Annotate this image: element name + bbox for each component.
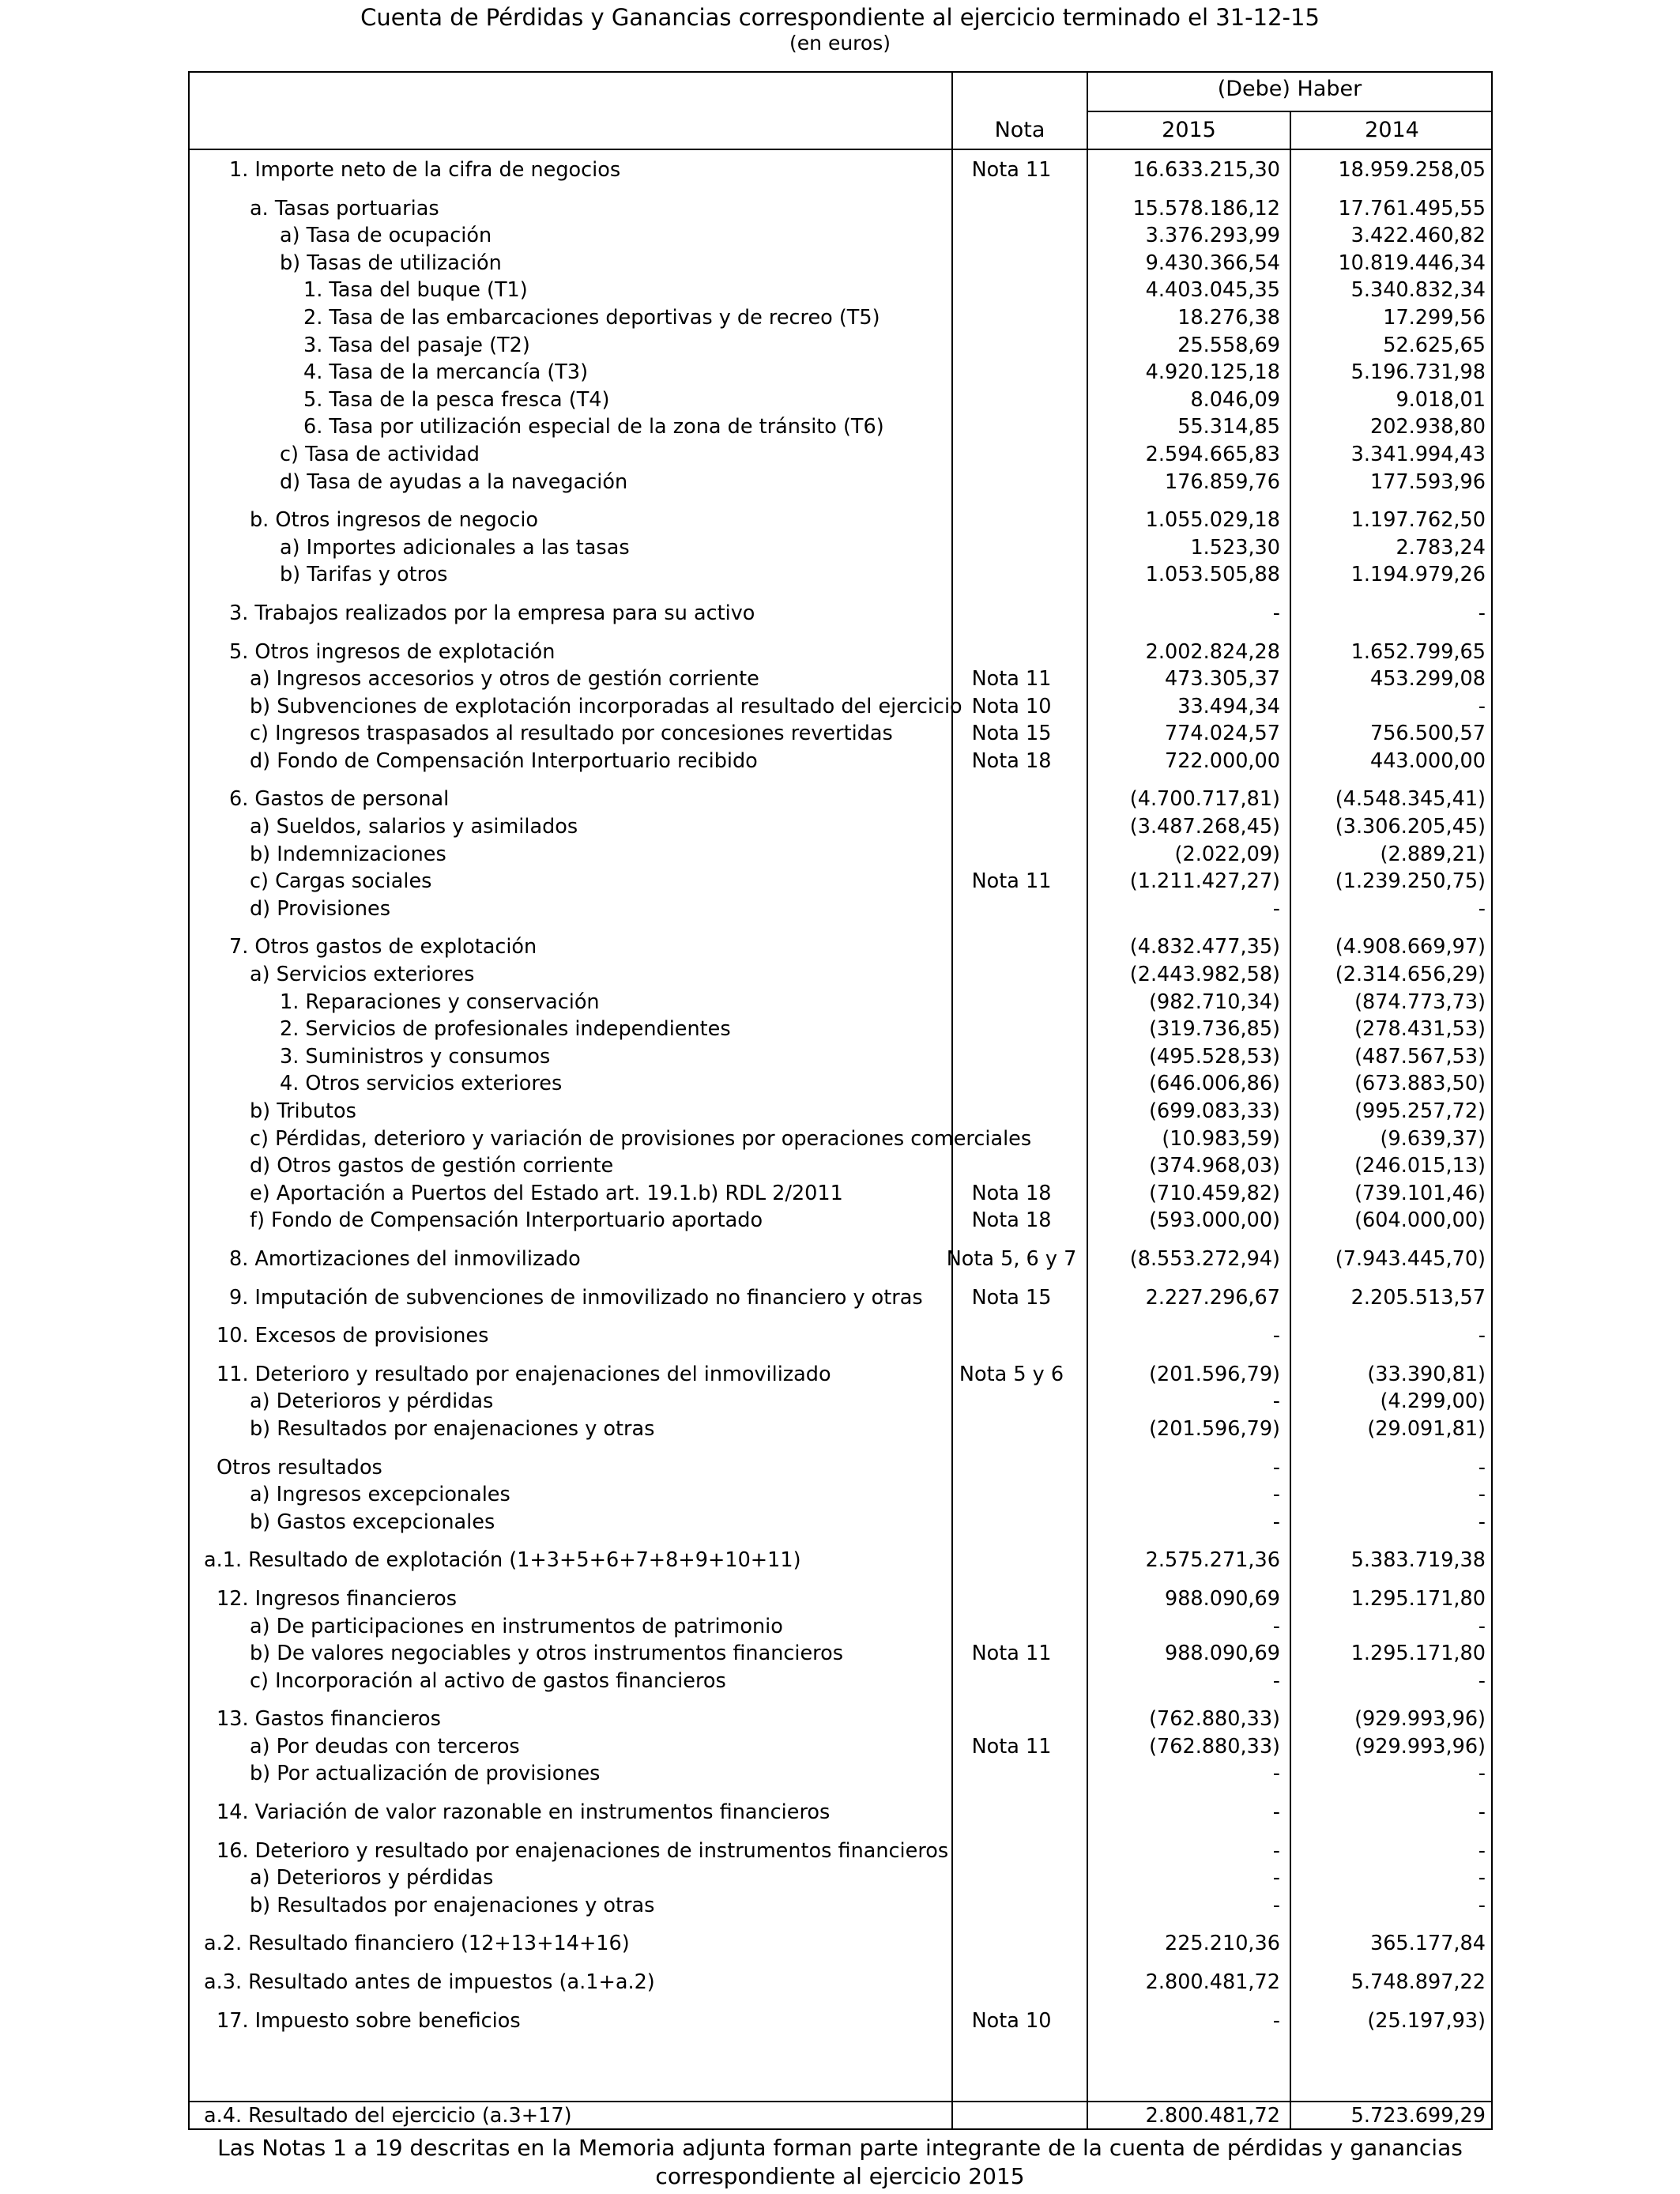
table-row — [190, 1864, 1491, 1892]
row-value-2015: (2.443.982,58) — [1129, 963, 1280, 987]
table-row — [190, 1388, 1491, 1416]
row-label: 1. Tasa del buque (T1) — [303, 278, 528, 303]
row-value-2015: 722.000,00 — [1164, 748, 1280, 773]
total-label: a.4. Resultado del ejercicio (a.3+17) — [204, 2104, 572, 2128]
row-value-2015: - — [1272, 1614, 1280, 1638]
row-value-2015: (319.736,85) — [1149, 1017, 1280, 1042]
row-label: 1. Reparaciones y conservación — [280, 990, 600, 1014]
row-spacer — [190, 1273, 1491, 1284]
footer-note — [0, 2134, 1680, 2191]
row-nota: Nota 11 — [971, 869, 1052, 894]
row-spacer — [190, 1919, 1491, 1930]
table-row — [190, 813, 1491, 841]
row-value-2014: - — [1478, 1455, 1486, 1480]
row-value-2015: 2.002.824,28 — [1145, 639, 1280, 664]
row-value-2014: 2.205.513,57 — [1350, 1285, 1486, 1310]
row-value-2015: 4.920.125,18 — [1145, 360, 1280, 385]
row-value-2014: 5.340.832,34 — [1350, 278, 1486, 303]
row-value-2014: 1.197.762,50 — [1350, 508, 1486, 533]
row-spacer — [190, 1350, 1491, 1361]
row-value-2015: (982.710,34) — [1149, 990, 1280, 1014]
header-bottom-rule — [188, 149, 1493, 150]
table-row — [190, 1585, 1491, 1613]
table-row — [190, 441, 1491, 469]
table-row — [190, 1706, 1491, 1733]
row-value-2015: 2.227.296,67 — [1145, 1285, 1280, 1310]
row-label: 9. Imputación de subvenciones de inmovilizado no financiero y otras — [229, 1285, 923, 1310]
row-label: b) De valores negociables y otros instrumentos financieros — [250, 1642, 843, 1666]
table-body — [190, 156, 1491, 2034]
table-row — [190, 1733, 1491, 1761]
table-row — [190, 1284, 1491, 1312]
row-value-2015: (495.528,53) — [1149, 1044, 1280, 1069]
row-label: c) Tasa de actividad — [280, 442, 480, 466]
table-row — [190, 156, 1491, 184]
row-value-2014: (929.993,96) — [1354, 1734, 1486, 1759]
row-label: 10. Excesos de provisiones — [217, 1324, 489, 1348]
row-value-2014: 443.000,00 — [1369, 748, 1486, 773]
table-row — [190, 359, 1491, 386]
row-value-2014: - — [1478, 694, 1486, 718]
row-value-2014: - — [1478, 1762, 1486, 1786]
row-spacer — [190, 775, 1491, 786]
table-row — [190, 1416, 1491, 1443]
row-value-2014: 1.652.799,65 — [1350, 639, 1486, 664]
row-value-2015: (699.083,33) — [1149, 1099, 1280, 1123]
row-label: a.2. Resultado financiero (12+13+14+16) — [204, 1932, 630, 1956]
header-debe-haber: (Debe) Haber — [1217, 77, 1362, 101]
row-label: 6. Gastos de personal — [229, 787, 450, 812]
row-spacer — [190, 922, 1491, 933]
row-value-2015: - — [1272, 1668, 1280, 1693]
row-value-2014: - — [1478, 1668, 1486, 1693]
row-value-2015: (1.211.427,27) — [1129, 869, 1280, 894]
row-value-2014: (246.015,13) — [1354, 1154, 1486, 1178]
row-label: d) Tasa de ayudas a la navegación — [280, 469, 628, 494]
table-row — [190, 332, 1491, 360]
row-value-2014: (3.306.205,45) — [1335, 815, 1486, 839]
row-label: b) Gastos excepcionales — [250, 1510, 495, 1534]
table-row — [190, 1180, 1491, 1208]
row-value-2015: (8.553.272,94) — [1129, 1246, 1280, 1271]
row-value-2014: - — [1478, 1838, 1486, 1863]
row-value-2014: (4.908.669,97) — [1335, 935, 1486, 959]
total-row — [190, 2102, 1491, 2130]
row-label: 8. Amortizaciones del inmovilizado — [229, 1246, 581, 1271]
row-value-2015: 1.053.505,88 — [1145, 563, 1280, 587]
table-row — [190, 1838, 1491, 1865]
table-row — [190, 1760, 1491, 1788]
footer-line-2: correspondiente al ejercicio 2015 — [655, 2163, 1025, 2189]
row-nota: Nota 18 — [971, 748, 1052, 773]
row-spacer — [190, 1311, 1491, 1322]
row-spacer — [190, 589, 1491, 600]
row-value-2014: - — [1478, 1483, 1486, 1507]
row-nota: Nota 5, 6 y 7 — [946, 1246, 1077, 1271]
row-value-2015: 1.523,30 — [1190, 535, 1280, 560]
row-label: a) Tasa de ocupación — [280, 224, 492, 248]
row-nota: Nota 10 — [971, 694, 1052, 718]
row-value-2015: - — [1272, 896, 1280, 921]
row-value-2015: - — [1272, 1838, 1280, 1863]
row-value-2014: - — [1478, 1324, 1486, 1348]
row-label: a) Servicios exteriores — [250, 963, 475, 987]
row-label: 3. Trabajos realizados por la empresa para su activo — [229, 601, 755, 625]
row-value-2014: 5.196.731,98 — [1350, 360, 1486, 385]
row-value-2015: (201.596,79) — [1149, 1416, 1280, 1441]
total-value-2014: 5.723.699,29 — [1350, 2104, 1486, 2128]
row-value-2015: (4.832.477,35) — [1129, 935, 1280, 959]
table-row — [190, 1481, 1491, 1509]
row-label: c) Cargas sociales — [250, 869, 432, 894]
table-row — [190, 989, 1491, 1016]
table-row — [190, 561, 1491, 589]
row-value-2015: - — [1272, 601, 1280, 625]
row-value-2014: 5.748.897,22 — [1350, 1970, 1486, 1995]
table-row — [190, 1930, 1491, 1958]
table-row — [190, 1509, 1491, 1536]
row-label: a) Deterioros y pérdidas — [250, 1866, 494, 1891]
row-label: a.1. Resultado de explotación (1+3+5+6+7+8+9+10+11) — [204, 1548, 801, 1573]
row-value-2014: (25.197,93) — [1367, 2008, 1486, 2033]
row-value-2015: 176.859,76 — [1164, 469, 1280, 494]
row-label: c) Pérdidas, deterioro y variación de provisiones por operaciones comerciales — [250, 1126, 1032, 1151]
table-row — [190, 895, 1491, 923]
row-spacer — [190, 496, 1491, 507]
row-spacer — [190, 1695, 1491, 1706]
row-spacer — [190, 1788, 1491, 1799]
row-value-2014: (673.883,50) — [1354, 1072, 1486, 1096]
row-value-2014: 1.194.979,26 — [1350, 563, 1486, 587]
row-label: b) Subvenciones de explotación incorporadas al resultado del ejercicio — [250, 694, 962, 718]
row-value-2014: 1.295.171,80 — [1350, 1642, 1486, 1666]
table-row — [190, 1892, 1491, 1920]
table-row — [190, 868, 1491, 895]
row-label: c) Ingresos traspasados al resultado por concesiones revertidas — [250, 722, 893, 746]
table-row — [190, 222, 1491, 250]
row-value-2014: - — [1478, 1866, 1486, 1891]
row-value-2015: - — [1272, 1866, 1280, 1891]
row-nota: Nota 10 — [971, 2008, 1052, 2033]
table-row — [190, 250, 1491, 277]
row-label: 5. Otros ingresos de explotación — [229, 639, 556, 664]
row-value-2015: 473.305,37 — [1164, 667, 1280, 692]
row-value-2014: (4.548.345,41) — [1335, 787, 1486, 812]
row-value-2014: - — [1478, 1800, 1486, 1825]
row-label: a) Importes adicionales a las tasas — [280, 535, 630, 560]
table-row — [190, 304, 1491, 332]
row-spacer — [190, 1958, 1491, 1969]
row-value-2015: 1.055.029,18 — [1145, 508, 1280, 533]
row-value-2014: 453.299,08 — [1369, 667, 1486, 692]
row-value-2015: (710.459,82) — [1149, 1181, 1280, 1205]
row-value-2014: (29.091,81) — [1367, 1416, 1486, 1441]
row-value-2015: (4.700.717,81) — [1129, 787, 1280, 812]
row-spacer — [190, 628, 1491, 639]
row-value-2015: - — [1272, 1483, 1280, 1507]
row-value-2014: (487.567,53) — [1354, 1044, 1486, 1069]
row-label: b) Indemnizaciones — [250, 842, 446, 866]
table-row — [190, 1613, 1491, 1641]
row-value-2015: - — [1272, 1324, 1280, 1348]
row-value-2014: (9.639,37) — [1380, 1126, 1486, 1151]
row-value-2014: - — [1478, 1510, 1486, 1534]
row-label: 12. Ingresos financieros — [217, 1586, 458, 1611]
row-label: 2. Tasa de las embarcaciones deportivas y de recreo (T5) — [303, 305, 880, 330]
table-row — [190, 1098, 1491, 1125]
row-label: Otros resultados — [217, 1455, 382, 1480]
table-row — [190, 507, 1491, 534]
row-value-2015: 2.594.665,83 — [1145, 442, 1280, 466]
row-value-2015: (374.968,03) — [1149, 1154, 1280, 1178]
table-row — [190, 1640, 1491, 1668]
row-label: a) Ingresos accesorios y otros de gestión corriente — [250, 667, 759, 692]
row-label: f) Fondo de Compensación Interportuario aportado — [250, 1208, 763, 1233]
row-nota: Nota 15 — [971, 722, 1052, 746]
row-value-2015: - — [1272, 2008, 1280, 2033]
row-nota: Nota 11 — [971, 1642, 1052, 1666]
row-label: 17. Impuesto sobre beneficios — [217, 2008, 521, 2033]
row-label: 14. Variación de valor razonable en instrumentos financieros — [217, 1800, 831, 1825]
row-value-2014: - — [1478, 1614, 1486, 1638]
row-value-2015: (201.596,79) — [1149, 1362, 1280, 1386]
row-value-2014: 1.295.171,80 — [1350, 1586, 1486, 1611]
row-label: 13. Gastos financieros — [217, 1707, 441, 1732]
row-value-2014: (7.943.445,70) — [1335, 1246, 1486, 1271]
table-row — [190, 469, 1491, 496]
row-value-2015: (2.022,09) — [1174, 842, 1280, 866]
row-value-2014: 2.783,24 — [1396, 535, 1486, 560]
table-row — [190, 1125, 1491, 1153]
table-row — [190, 1152, 1491, 1180]
row-label: d) Provisiones — [250, 896, 390, 921]
row-label: 5. Tasa de la pesca fresca (T4) — [303, 387, 610, 412]
row-value-2015: - — [1272, 1762, 1280, 1786]
row-nota: Nota 11 — [971, 1734, 1052, 1759]
table-row — [190, 2007, 1491, 2035]
row-value-2015: (762.880,33) — [1149, 1734, 1280, 1759]
row-value-2014: - — [1478, 896, 1486, 921]
row-value-2014: (995.257,72) — [1354, 1099, 1486, 1123]
row-value-2015: - — [1272, 1455, 1280, 1480]
table-row — [190, 1668, 1491, 1695]
group-header-divider — [1087, 111, 1493, 112]
row-spacer — [190, 1574, 1491, 1585]
table-row — [190, 386, 1491, 414]
row-value-2015: 9.430.366,54 — [1145, 251, 1280, 275]
row-value-2014: 177.593,96 — [1369, 469, 1486, 494]
row-value-2015: 16.633.215,30 — [1132, 158, 1280, 182]
row-label: e) Aportación a Puertos del Estado art. 19.1.b) RDL 2/2011 — [250, 1181, 843, 1205]
table-row — [190, 1246, 1491, 1273]
header-year-2015: 2015 — [1162, 118, 1216, 142]
row-value-2015: 2.575.271,36 — [1145, 1548, 1280, 1573]
row-value-2014: 756.500,57 — [1369, 722, 1486, 746]
row-nota: Nota 18 — [971, 1208, 1052, 1233]
row-value-2014: (604.000,00) — [1354, 1208, 1486, 1233]
table-row — [190, 1043, 1491, 1071]
row-label: 16. Deterioro y resultado por enajenaciones de instrumentos financieros — [217, 1838, 949, 1863]
row-label: 3. Suministros y consumos — [280, 1044, 551, 1069]
row-value-2015: 774.024,57 — [1164, 722, 1280, 746]
row-value-2015: 4.403.045,35 — [1145, 278, 1280, 303]
row-value-2015: 225.210,36 — [1164, 1932, 1280, 1956]
row-value-2014: 9.018,01 — [1396, 387, 1486, 412]
table-row — [190, 748, 1491, 775]
row-value-2014: 18.959.258,05 — [1338, 158, 1486, 182]
row-label: 11. Deterioro y resultado por enajenaciones del inmovilizado — [217, 1362, 831, 1386]
footer-line-1: Las Notas 1 a 19 descritas en la Memoria adjunta forman parte integrante de la cuenta de pérdidas y ganancias — [217, 2135, 1463, 2161]
table-row — [190, 1969, 1491, 1996]
row-value-2014: (739.101,46) — [1354, 1181, 1486, 1205]
page-title: Cuenta de Pérdidas y Ganancias correspondiente al ejercicio terminado el 31-12-15 — [360, 4, 1320, 31]
row-value-2014: 52.625,65 — [1383, 333, 1486, 357]
table-row — [190, 1322, 1491, 1350]
row-value-2014: 3.422.460,82 — [1350, 224, 1486, 248]
row-value-2015: 33.494,34 — [1177, 694, 1280, 718]
table-row — [190, 1799, 1491, 1826]
row-value-2014: (2.889,21) — [1380, 842, 1486, 866]
row-nota: Nota 15 — [971, 1285, 1052, 1310]
row-label: b. Otros ingresos de negocio — [250, 508, 539, 533]
row-value-2014: 3.341.994,43 — [1350, 442, 1486, 466]
row-value-2015: 18.276,38 — [1177, 305, 1280, 330]
row-label: b) Tributos — [250, 1099, 356, 1123]
table-row — [190, 1207, 1491, 1235]
row-label: b) Tasas de utilización — [280, 251, 502, 275]
table-row — [190, 961, 1491, 989]
row-value-2014: (1.239.250,75) — [1335, 869, 1486, 894]
table-row — [190, 933, 1491, 961]
row-value-2014: (2.314.656,29) — [1335, 963, 1486, 987]
row-value-2015: 988.090,69 — [1164, 1586, 1280, 1611]
row-value-2014: 5.383.719,38 — [1350, 1548, 1486, 1573]
row-value-2014: (929.993,96) — [1354, 1707, 1486, 1732]
table-row — [190, 1070, 1491, 1098]
row-label: b) Resultados por enajenaciones y otras — [250, 1893, 655, 1917]
row-label: b) Tarifas y otros — [280, 563, 448, 587]
row-label: a) Por deudas con terceros — [250, 1734, 520, 1759]
row-value-2014: (278.431,53) — [1354, 1017, 1486, 1042]
table-row — [190, 1454, 1491, 1482]
row-value-2015: - — [1272, 1800, 1280, 1825]
table-row — [190, 665, 1491, 693]
row-value-2015: - — [1272, 1893, 1280, 1917]
row-value-2015: - — [1272, 1510, 1280, 1534]
row-label: 4. Tasa de la mercancía (T3) — [303, 360, 589, 385]
row-value-2015: 2.800.481,72 — [1145, 1970, 1280, 1995]
page-subtitle: (en euros) — [789, 32, 891, 55]
row-label: a) Sueldos, salarios y asimilados — [250, 815, 578, 839]
row-value-2015: - — [1272, 1389, 1280, 1414]
row-label: a) Deterioros y pérdidas — [250, 1389, 494, 1414]
row-value-2015: 8.046,09 — [1190, 387, 1280, 412]
table-row — [190, 413, 1491, 441]
row-spacer — [190, 1235, 1491, 1246]
row-label: 2. Servicios de profesionales independientes — [280, 1017, 731, 1042]
row-value-2015: 55.314,85 — [1177, 415, 1280, 439]
row-nota: Nota 18 — [971, 1181, 1052, 1205]
row-spacer — [190, 1996, 1491, 2007]
header-nota: Nota — [994, 118, 1045, 142]
row-label: d) Otros gastos de gestión corriente — [250, 1154, 614, 1178]
row-label: a.3. Resultado antes de impuestos (a.1+a.2) — [204, 1970, 655, 1995]
row-label: 6. Tasa por utilización especial de la zona de tránsito (T6) — [303, 415, 884, 439]
row-label: a) De participaciones en instrumentos de patrimonio — [250, 1614, 783, 1638]
row-label: b) Resultados por enajenaciones y otras — [250, 1416, 655, 1441]
row-label: b) Por actualización de provisiones — [250, 1762, 601, 1786]
table-row — [190, 277, 1491, 304]
total-value-2015: 2.800.481,72 — [1145, 2104, 1280, 2128]
table-row — [190, 693, 1491, 721]
row-label: d) Fondo de Compensación Interportuario recibido — [250, 748, 758, 773]
row-value-2015: 988.090,69 — [1164, 1642, 1280, 1666]
row-value-2015: (10.983,59) — [1162, 1126, 1280, 1151]
table-row — [190, 639, 1491, 666]
table-row — [190, 720, 1491, 748]
row-value-2015: (3.487.268,45) — [1129, 815, 1280, 839]
row-value-2014: - — [1478, 601, 1486, 625]
table-row — [190, 600, 1491, 628]
row-value-2014: 17.761.495,55 — [1338, 196, 1486, 221]
table-row — [190, 1016, 1491, 1043]
row-spacer — [190, 1536, 1491, 1547]
row-value-2014: 202.938,80 — [1369, 415, 1486, 439]
row-label: 3. Tasa del pasaje (T2) — [303, 333, 530, 357]
row-value-2014: (874.773,73) — [1354, 990, 1486, 1014]
row-value-2014: (33.390,81) — [1367, 1362, 1486, 1386]
row-value-2015: (593.000,00) — [1149, 1208, 1280, 1233]
row-value-2015: (762.880,33) — [1149, 1707, 1280, 1732]
table-row — [190, 786, 1491, 813]
row-spacer — [190, 184, 1491, 195]
row-label: c) Incorporación al activo de gastos financieros — [250, 1668, 726, 1693]
row-label: 4. Otros servicios exteriores — [280, 1072, 563, 1096]
row-nota: Nota 11 — [971, 158, 1052, 182]
row-label: 7. Otros gastos de explotación — [229, 935, 537, 959]
row-value-2015: 15.578.186,12 — [1132, 196, 1280, 221]
row-value-2014: - — [1478, 1893, 1486, 1917]
row-value-2014: 365.177,84 — [1369, 1932, 1486, 1956]
row-spacer — [190, 1443, 1491, 1454]
row-value-2015: (646.006,86) — [1149, 1072, 1280, 1096]
header-year-2014: 2014 — [1365, 118, 1419, 142]
row-label: 1. Importe neto de la cifra de negocios — [229, 158, 621, 182]
table-row — [190, 195, 1491, 223]
row-value-2015: 25.558,69 — [1177, 333, 1280, 357]
row-label: a) Ingresos excepcionales — [250, 1483, 510, 1507]
table-row — [190, 841, 1491, 869]
row-spacer — [190, 1826, 1491, 1838]
table-row — [190, 1547, 1491, 1574]
row-value-2014: 17.299,56 — [1383, 305, 1486, 330]
row-nota: Nota 5 y 6 — [959, 1362, 1064, 1386]
table-row — [190, 534, 1491, 562]
table-row — [190, 1361, 1491, 1389]
row-value-2014: (4.299,00) — [1380, 1389, 1486, 1414]
row-value-2015: 3.376.293,99 — [1145, 224, 1280, 248]
row-nota: Nota 11 — [971, 667, 1052, 692]
row-value-2014: 10.819.446,34 — [1338, 251, 1486, 275]
row-label: a. Tasas portuarias — [250, 196, 439, 221]
